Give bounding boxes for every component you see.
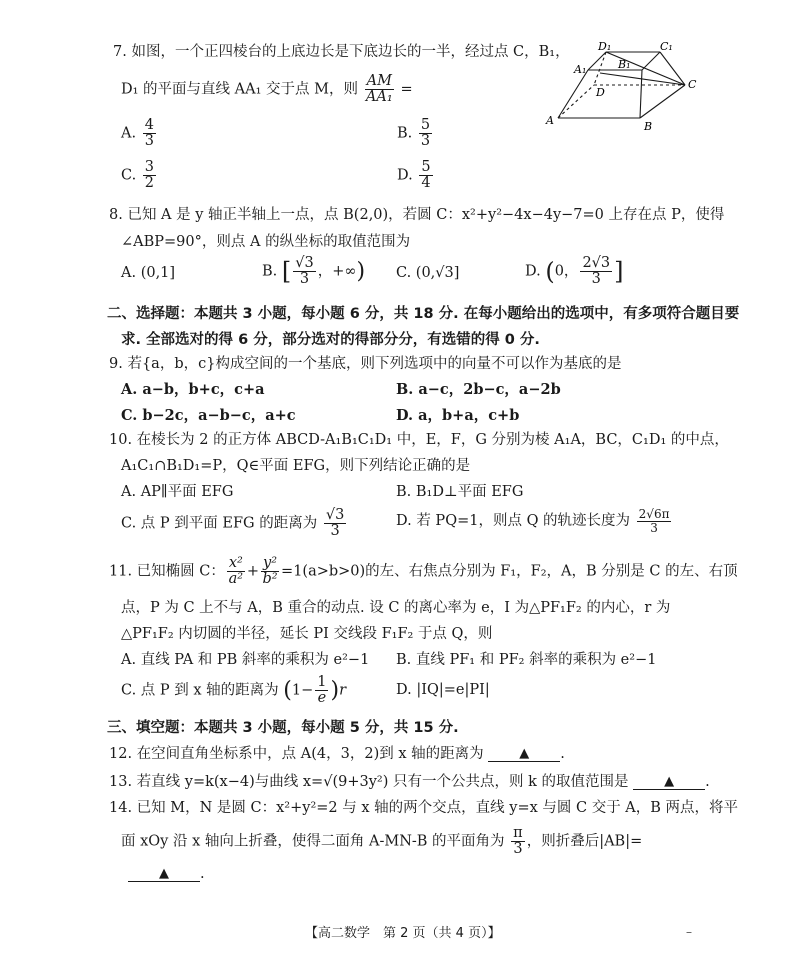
q9-option-c: C. b−2c，a−b−c，a+c	[121, 407, 296, 424]
q9-option-a: A. a−b，b+c，c+a	[121, 381, 265, 398]
label-A: A	[546, 114, 554, 127]
frac-den: 4	[421, 175, 431, 192]
stem-tail: =1(a>b>0)的左、右焦点分别为 F₁，F₂，A，B 分别是 C 的左、右顶	[281, 563, 738, 580]
option-letter: A.	[121, 125, 137, 142]
label-C1: C₁	[660, 40, 673, 53]
q8-stem-line1: 8. 已知 A 是 y 轴正半轴上一点，点 B(2,0)，若圆 C：x²+y²−4x−4y−7=0 上存在点 P，使得	[109, 207, 725, 223]
frac-num: 1	[317, 674, 327, 690]
option-letter: B.	[262, 263, 278, 280]
q8-option-a: A. (0,1]	[121, 265, 176, 281]
blank-marker: ▲	[664, 774, 675, 789]
option-text: D. 若 PQ=1，则点 Q 的轨迹长度为	[396, 513, 631, 530]
q12	[109, 742, 565, 763]
q13-end: .	[705, 774, 710, 790]
label-C: C	[688, 78, 697, 91]
q10-option-a: A. AP∥平面 EFG	[121, 484, 234, 500]
q7-ratio-num: AM	[366, 73, 392, 89]
page-footer: 【高二数学 第 2 页（共 4 页）】	[305, 926, 501, 941]
frac-den: 3	[330, 523, 340, 540]
option-fraction	[324, 508, 346, 539]
q8-option-b	[262, 256, 365, 287]
q7-ratio	[365, 74, 394, 105]
q7-option-b	[397, 118, 434, 149]
q13	[109, 770, 710, 791]
label-B: B	[644, 120, 653, 133]
label-A1: A₁	[574, 63, 587, 76]
q13-stem: 13. 若直线 y=k(x−4)与曲线 x=√(9+3y²) 只有一个公共点，则 k 的取值范围是	[109, 774, 629, 790]
frac-den: b²	[262, 571, 278, 588]
y-term	[261, 556, 279, 587]
option-fraction	[293, 256, 315, 287]
frac-den: 3	[513, 841, 523, 858]
frustum-figure	[540, 40, 710, 140]
frac-num: π	[513, 825, 523, 841]
q11-option-b: B. 直线 PF₁ 和 PF₂ 斜率的乘积为 e²−1	[396, 652, 657, 668]
q10-option-d	[396, 508, 673, 534]
option-fraction	[580, 256, 612, 287]
option-fraction	[419, 118, 432, 149]
option-fraction	[637, 508, 672, 534]
answer-blank[interactable]	[633, 773, 705, 790]
option-letter: D.	[525, 263, 541, 280]
q11-stem-line3: △PF₁F₂ 内切圆的半径，延长 PI 交线段 F₁F₂ 于点 Q，则	[121, 626, 493, 642]
corner-mark: –	[686, 925, 692, 939]
q14-stem-line2	[121, 826, 642, 857]
q9-stem: 9. 若{a，b，c}构成空间的一个基底，则下列选项中的向量不可以作为基底的是	[109, 356, 622, 372]
x-term	[227, 556, 245, 587]
option-text: C. 点 P 到 x 轴的距离为	[121, 682, 279, 699]
option-fraction	[315, 675, 328, 706]
angle-fraction	[511, 826, 525, 857]
option-tail: ，+∞	[317, 263, 357, 280]
paren-left: (	[283, 678, 292, 704]
frac-den: 3	[591, 271, 601, 288]
q14-end: .	[200, 866, 205, 882]
frac-den: 3	[650, 520, 658, 535]
frac-den: 3	[420, 133, 431, 150]
frac-den: 2	[144, 175, 155, 192]
q14-stem-text: 面 xOy 沿 x 轴向上折叠，使得二面角 A-MN-B 的平面角为	[121, 833, 505, 850]
paren-content: 1−	[291, 682, 314, 699]
option-letter: C.	[121, 167, 137, 184]
section2-heading-line1: 二、选择题：本题共 3 小题，每小题 6 分，共 18 分. 在每小题给出的选项中，有多项符合题目要	[107, 306, 740, 322]
option-fraction	[143, 160, 156, 191]
frac-den: 3	[144, 133, 154, 150]
option-tail: r	[339, 682, 347, 699]
q11-stem-line1	[109, 556, 738, 587]
label-D1: D₁	[598, 40, 612, 53]
paren-right: )	[356, 259, 366, 285]
q14-stem-line1: 14. 已知 M，N 是圆 C：x²+y²=2 与 x 轴的两个交点，直线 y=x 与圆 C 交于 A，B 两点，将平	[109, 800, 739, 816]
q11-stem-line2: 点，P 为 C 上不与 A，B 重合的动点. 设 C 的离心率为 e，I 为△PF₁F₂ 的内心，r 为	[121, 600, 671, 616]
option-letter: B.	[397, 125, 413, 142]
frac-num: 5	[421, 159, 431, 175]
q7-option-d	[397, 160, 435, 191]
label-B1: B₁	[618, 58, 631, 71]
q14-answer	[128, 866, 205, 883]
section2-heading-line2: 求. 全部选对的得 6 分，部分选对的得部分分，有选错的得 0 分.	[121, 332, 540, 348]
frac-num: √3	[325, 507, 345, 523]
bracket-left: [	[281, 257, 292, 286]
answer-blank[interactable]	[128, 865, 200, 882]
bracket-right: ]	[614, 257, 624, 286]
q7-ratio-tail: =	[400, 81, 413, 98]
plus-sign: +	[246, 563, 260, 580]
q10-option-c	[121, 508, 348, 539]
paren-left: (	[545, 257, 555, 286]
label-D: D	[596, 86, 605, 99]
stem-head: 11. 已知椭圆 C：	[109, 563, 225, 580]
q12-stem: 12. 在空间直角坐标系中，点 A(4，3，2)到 x 轴的距离为	[109, 746, 484, 762]
q11-option-d: D. |IQ|=e|PI|	[396, 682, 490, 698]
q7-ratio-den: AA₁	[365, 89, 393, 106]
option-head: 0，	[554, 263, 579, 280]
q7-option-a	[121, 118, 158, 149]
q7-stem-line2	[121, 74, 413, 105]
paren-right: )	[330, 678, 340, 704]
q9-option-b: B. a−c，2b−c，a−2b	[396, 381, 561, 398]
q10-stem-line1: 10. 在棱长为 2 的正方体 ABCD-A₁B₁C₁D₁ 中，E，F，G 分别为棱 A₁A，BC，C₁D₁ 的中点，	[109, 432, 729, 448]
frac-den: a²	[228, 571, 244, 588]
option-letter: D.	[397, 167, 413, 184]
q7-stem-line1: 7. 如图，一个正四棱台的上底边长是下底边长的一半，经过点 C，B₁，	[113, 44, 570, 60]
frac-num: 2√6π	[638, 507, 670, 521]
q7-stem-text: D₁ 的平面与直线 AA₁ 交于点 M，则	[121, 81, 358, 98]
frac-num: y²	[263, 555, 278, 571]
frac-num: 3	[144, 159, 155, 175]
q7-option-c	[121, 160, 158, 191]
q12-end: .	[560, 746, 565, 762]
q10-option-b: B. B₁D⊥平面 EFG	[396, 484, 524, 500]
q10-stem-line2: A₁C₁∩B₁D₁=P，Q∈平面 EFG，则下列结论正确的是	[121, 458, 471, 474]
q8-option-d	[525, 256, 624, 287]
section3-heading: 三、填空题：本题共 3 小题，每小题 5 分，共 15 分.	[107, 720, 459, 736]
option-fraction	[419, 160, 432, 191]
q14-stem-tail: ，则折叠后|AB|=	[526, 833, 643, 850]
q11-option-a: A. 直线 PA 和 PB 斜率的乘积为 e²−1	[121, 652, 370, 668]
frac-num: 5	[420, 117, 431, 133]
q8-option-c: C. (0,√3]	[396, 265, 460, 281]
blank-marker: ▲	[519, 746, 530, 761]
frac-num: √3	[295, 255, 314, 271]
option-text: C. 点 P 到平面 EFG 的距离为	[121, 515, 318, 532]
frac-den: 3	[299, 271, 310, 288]
answer-blank[interactable]	[488, 745, 560, 762]
option-fraction	[143, 118, 156, 149]
q9-option-d: D. a，b+a，c+b	[396, 407, 520, 424]
frac-den: e	[317, 690, 327, 707]
frac-num: x²	[228, 555, 243, 571]
blank-marker: ▲	[159, 866, 169, 881]
q11-option-c	[121, 675, 346, 706]
frac-num: 4	[144, 117, 154, 133]
frac-num: 2√3	[582, 255, 611, 271]
q8-stem-line2: ∠ABP=90°，则点 A 的纵坐标的取值范围为	[121, 234, 411, 250]
